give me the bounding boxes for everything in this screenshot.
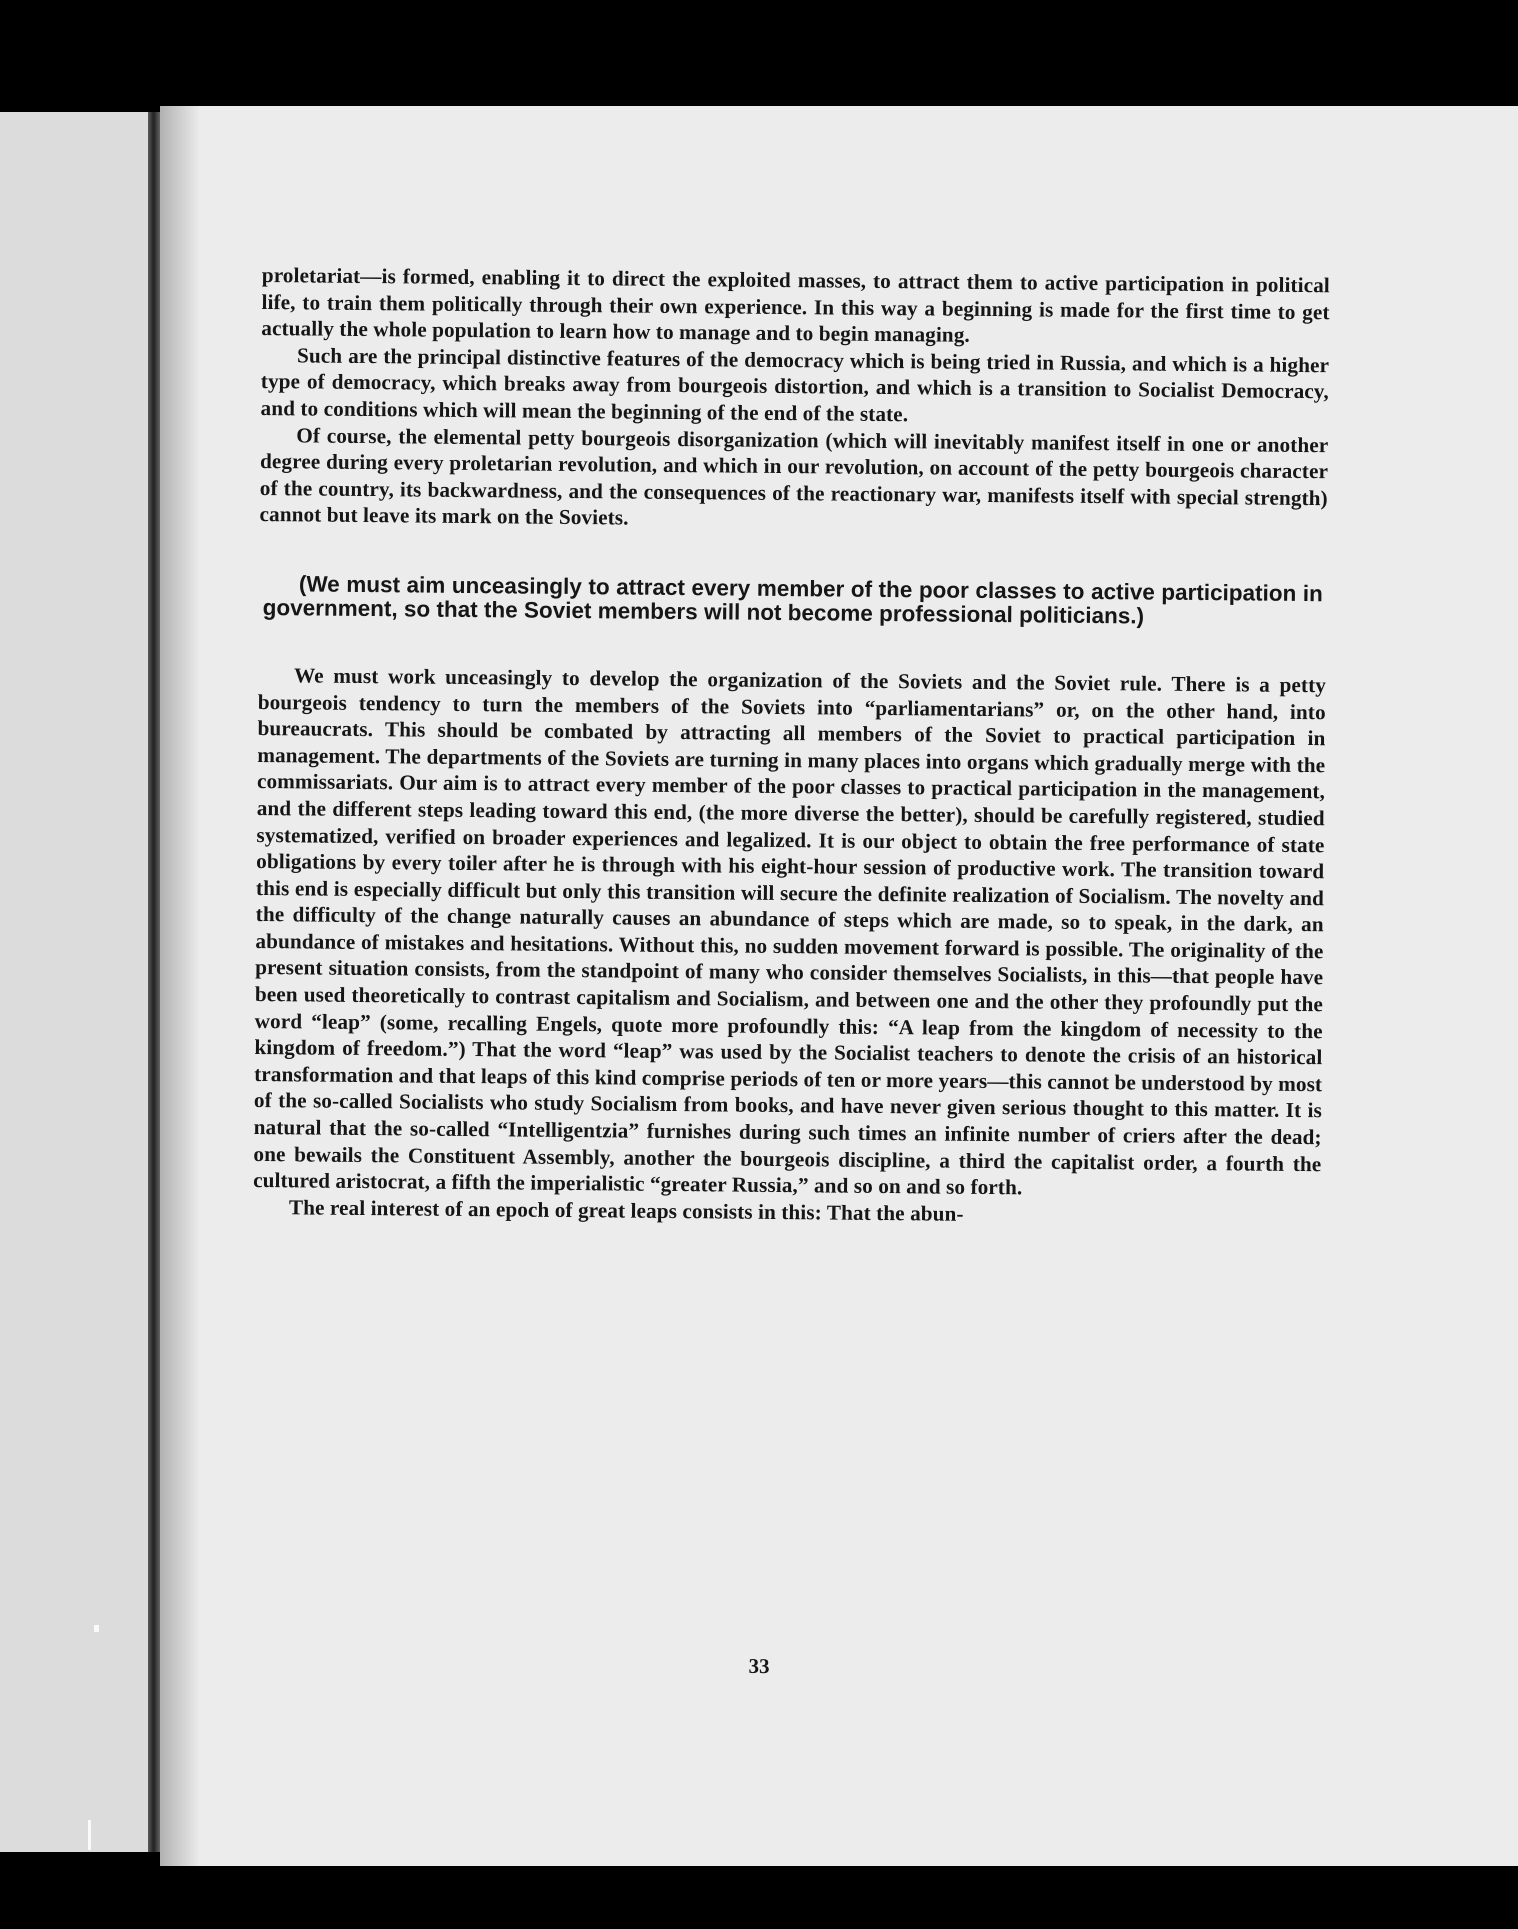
paragraph: proletariat—is formed, enabling it to direct the exploited masses, to attract them to active participation in political life, to train them politically through their own experience. In this way a beginning is made for the first time to get actually the whole population to learn how to manage and to begin managing.: [261, 262, 1330, 347]
scan-speck: [88, 1820, 91, 1850]
paragraph: Of course, the elemental petty bourgeois disorganization (which will inevitably manifest itself in one or another degree during every proletarian revolution, and which in our revolution, on account of the petty bourgeois character of the country, its backwardness, and the consequences of the reactionary war, manifests itself with special strength) cannot but leave its mark on the Soviets.: [259, 422, 1329, 530]
page-text: [253, 262, 1330, 1231]
page-number: 33: [748, 1653, 770, 1679]
scan-speck: [94, 1625, 99, 1632]
paragraph: Such are the principal distinctive features of the democracy which is being tried in Russia, and which is a higher type of democracy, which breaks away from bourgeois distortion, and which is a transition to Socialist Democracy, and to conditions which will mean the beginning of the end of the state.: [260, 343, 1330, 427]
paragraph: We must work unceasingly to develop the organization of the Soviets and the Soviet rule. There is a petty bourgeois tendency to turn the members of the Soviets into “parliamentarians” or, on the other hand, into bureaucrats. This should be combated by attracting all members of the Soviet to practical participation in management. The departments of the Soviets are turning in many places into organs which gradually merge with the commissariats. Our aim is to attract every member of the poor classes to practical participation in the management, and the different steps leading toward this end, (the more diverse the better), should be carefully registered, studied systematized, verified on broader experiences and legalized. It is our object to obtain the free performance of state obligations by every toiler after he is through with his eight-hour session of productive work. The transition toward this end is especially difficult but only this transition will secure the definite realization of Socialism. The novelty and the difficulty of the change naturally causes an abundance of steps which are made, so to speak, in the dark, an abundance of mistakes and hesitations. Without this, no sudden movement forward is possible. The originality of the present situation consists, from the standpoint of many who consider themselves Socialists, in this—that people have been used theoretically to contrast capitalism and Socialism, and between one and the other they profoundly put the word “leap” (some, recalling Engels, quote more profoundly this: “A leap from the kingdom of necessity to the kingdom of freedom.”) That the word “leap” was used by the Socialist teachers to denote the crisis of an historical transformation and that leaps of this kind comprise periods of ten or more years—this cannot be understood by most of the so-called Socialists who study Socialism from books, and have never given serious thought to this matter. It is natural that the so-called “Intelligentzia” furnishes during such times an infinite number of criers after the dead; one bewails the Constituent Assembly, another the bourgeois discipline, a third the capitalist order, a fourth the cultured aristocrat, a fifth the imperialistic “greater Russia,” and so on and so forth.: [253, 663, 1327, 1200]
highlighted-quote: (We must aim unceasingly to attract every member of the poor classes to active participation in government, so that the Soviet members will not become professional politicians.): [262, 571, 1323, 629]
paragraph: The real interest of an epoch of great leaps consists in this: That the abun-: [288, 1195, 964, 1226]
facing-page-edge: [0, 112, 148, 1852]
